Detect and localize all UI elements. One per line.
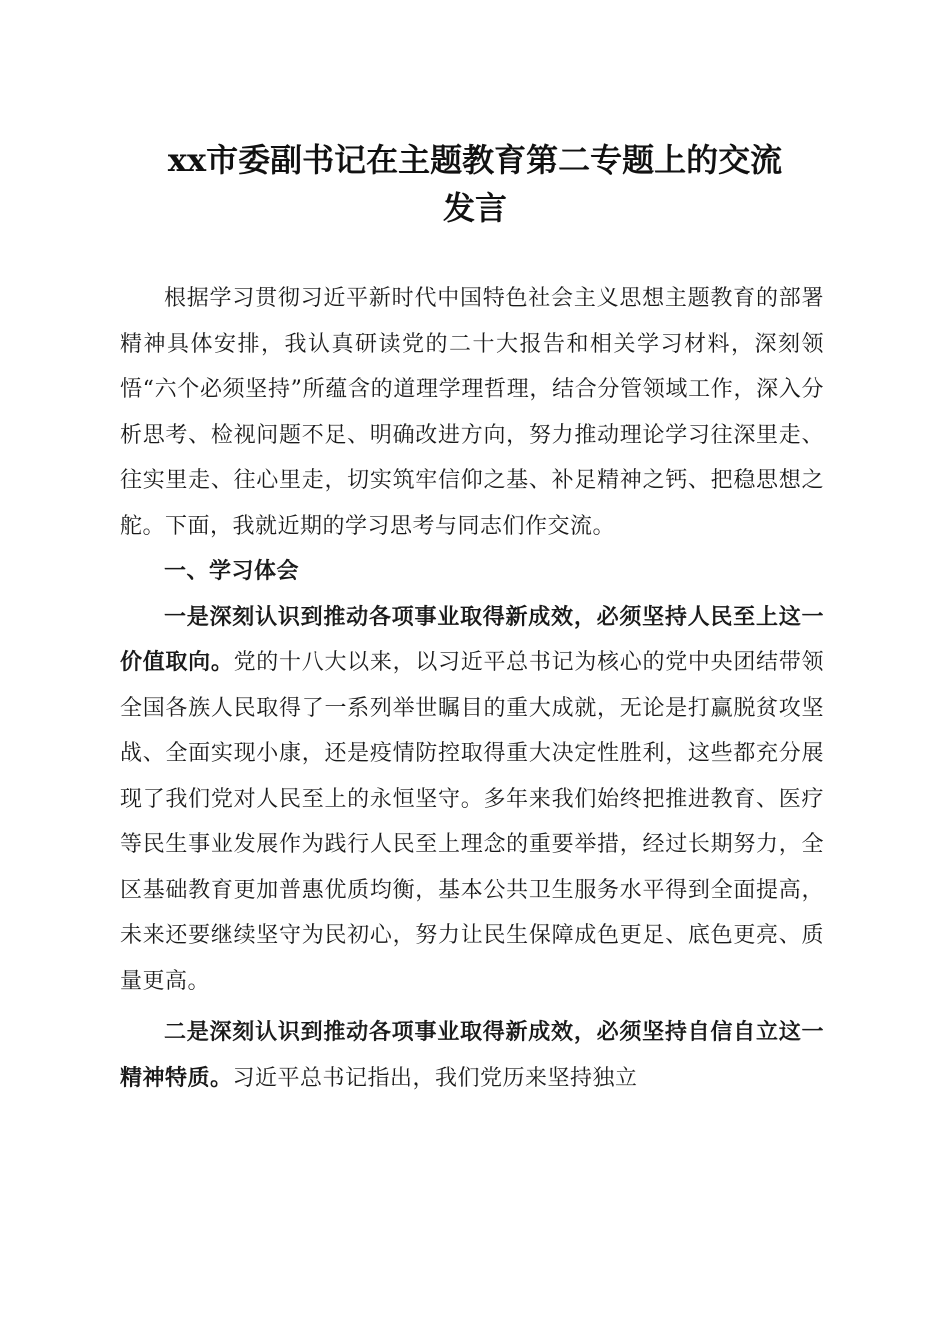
point-1-lead: 一是深刻认识到推动各项事业取得新成效，必须坚持人民至上这一价值取向。 <box>120 603 824 675</box>
point-1-paragraph <box>120 595 824 1005</box>
point-1-body: 党的十八大以来，以习近平总书记为核心的党中央团结带领全国各族人民取得了一系列举世瞩目的重大成就，无论是打赢脱贫攻坚战、全面实现小康，还是疫情防控取得重大决定性胜利，这些都充分展现了我们党对人民至上的永恒坚守。多年来我们始终把推进教育、医疗等民生事业发展作为践行人民至上理念的重要举措，经过长期努力，全区基础教育更加普惠优质均衡，基本公共卫生服务水平得到全面提高，未来还要继续坚守为民初心，努力让民生保障成色更足、底色更亮、质量更高。 <box>120 650 824 994</box>
title-line-2: 发言 <box>442 189 507 227</box>
document-body <box>120 276 824 1101</box>
point-2-body: 习近平总书记指出，我们党历来坚持独立 <box>232 1065 638 1091</box>
intro-paragraph: 根据学习贯彻习近平新时代中国特色社会主义思想主题教育的部署精神具体安排，我认真研读党的二十大报告和相关学习材料，深刻领悟“六个必须坚持”所蕴含的道理学理哲理，结合分管领域工作，深入分析思考、检视问题不足、明确改进方向，努力推动理论学习往深里走、往实里走、往心里走，切实筑牢信仰之基、补足精神之钙、把稳思想之舵。下面，我就近期的学习思考与同志们作交流。 <box>120 286 824 539</box>
point-2-lead: 二是深刻认识到推动各项事业取得新成效，必须坚持自信自立这一精神特质。 <box>120 1019 824 1091</box>
section-heading-1: 一、学习体会 <box>164 558 300 584</box>
point-2-paragraph <box>120 1010 824 1101</box>
title-line-1: xx市委副书记在主题教育第二专题上的交流 <box>167 141 783 179</box>
document-title <box>100 136 850 232</box>
